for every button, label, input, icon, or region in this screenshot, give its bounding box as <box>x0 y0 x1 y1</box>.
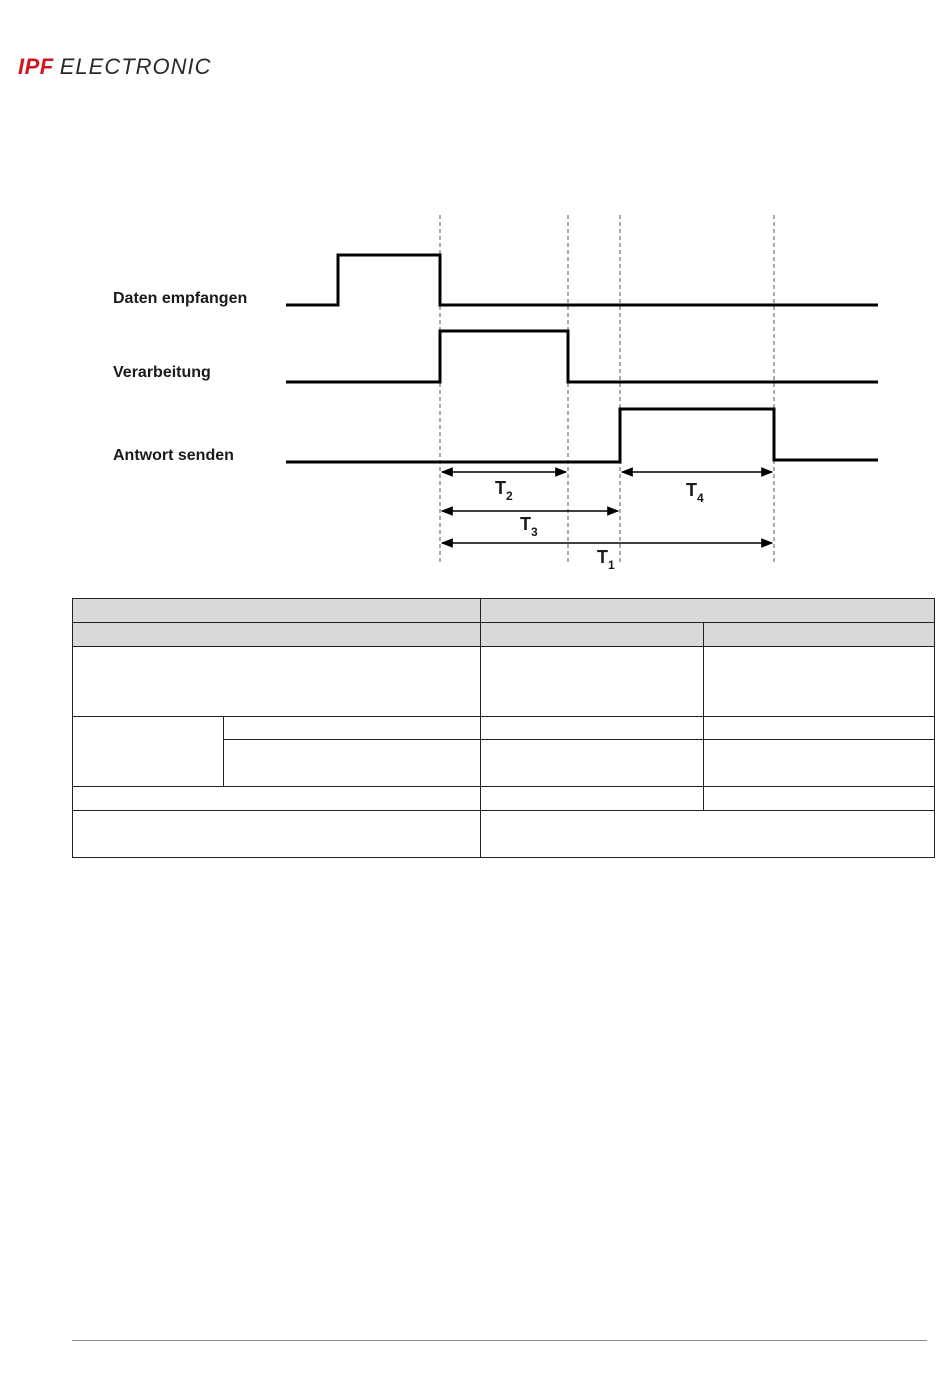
table-cell <box>73 599 481 623</box>
table-row <box>73 647 935 717</box>
signal-label-antwort-senden: Antwort senden <box>113 447 234 464</box>
table-cell <box>481 811 935 858</box>
waveform-daten-empfangen <box>286 255 878 305</box>
table-cell <box>481 740 704 787</box>
table-cell <box>73 787 481 811</box>
interval-label-t2: $T_2$ <box>495 478 513 503</box>
table-subheader-row <box>73 623 935 647</box>
spec-table <box>72 598 935 858</box>
table-header-row <box>73 599 935 623</box>
footer-divider <box>72 1340 927 1341</box>
table-cell <box>224 740 481 787</box>
table-cell <box>73 811 481 858</box>
table-cell <box>73 717 224 787</box>
table-cell <box>704 787 935 811</box>
table-cell <box>481 599 935 623</box>
table-cell <box>224 717 481 740</box>
table-row <box>73 787 935 811</box>
table-cell <box>481 717 704 740</box>
interval-label-t3: $T_3$ <box>520 514 538 539</box>
waveform-verarbeitung <box>286 331 878 382</box>
table-row <box>73 717 935 740</box>
table-cell <box>481 623 704 647</box>
interval-label-t4: $T_4$ <box>686 480 704 505</box>
waveform-antwort-senden <box>286 409 878 462</box>
logo-company-name: ELECTRONIC <box>59 54 212 79</box>
table-cell <box>481 647 704 717</box>
table-cell <box>73 647 481 717</box>
timing-diagram <box>0 0 950 590</box>
table-cell <box>704 647 935 717</box>
table-cell <box>73 623 481 647</box>
signal-label-daten-empfangen: Daten empfangen <box>113 290 248 307</box>
interval-label-t1: $T_1$ <box>597 547 615 572</box>
table-cell <box>481 787 704 811</box>
logo-brand: IPF <box>18 54 54 79</box>
signal-label-verarbeitung: Verarbeitung <box>113 364 211 381</box>
table-cell <box>704 740 935 787</box>
table-row <box>73 811 935 858</box>
table-cell <box>704 717 935 740</box>
table-cell <box>704 623 935 647</box>
